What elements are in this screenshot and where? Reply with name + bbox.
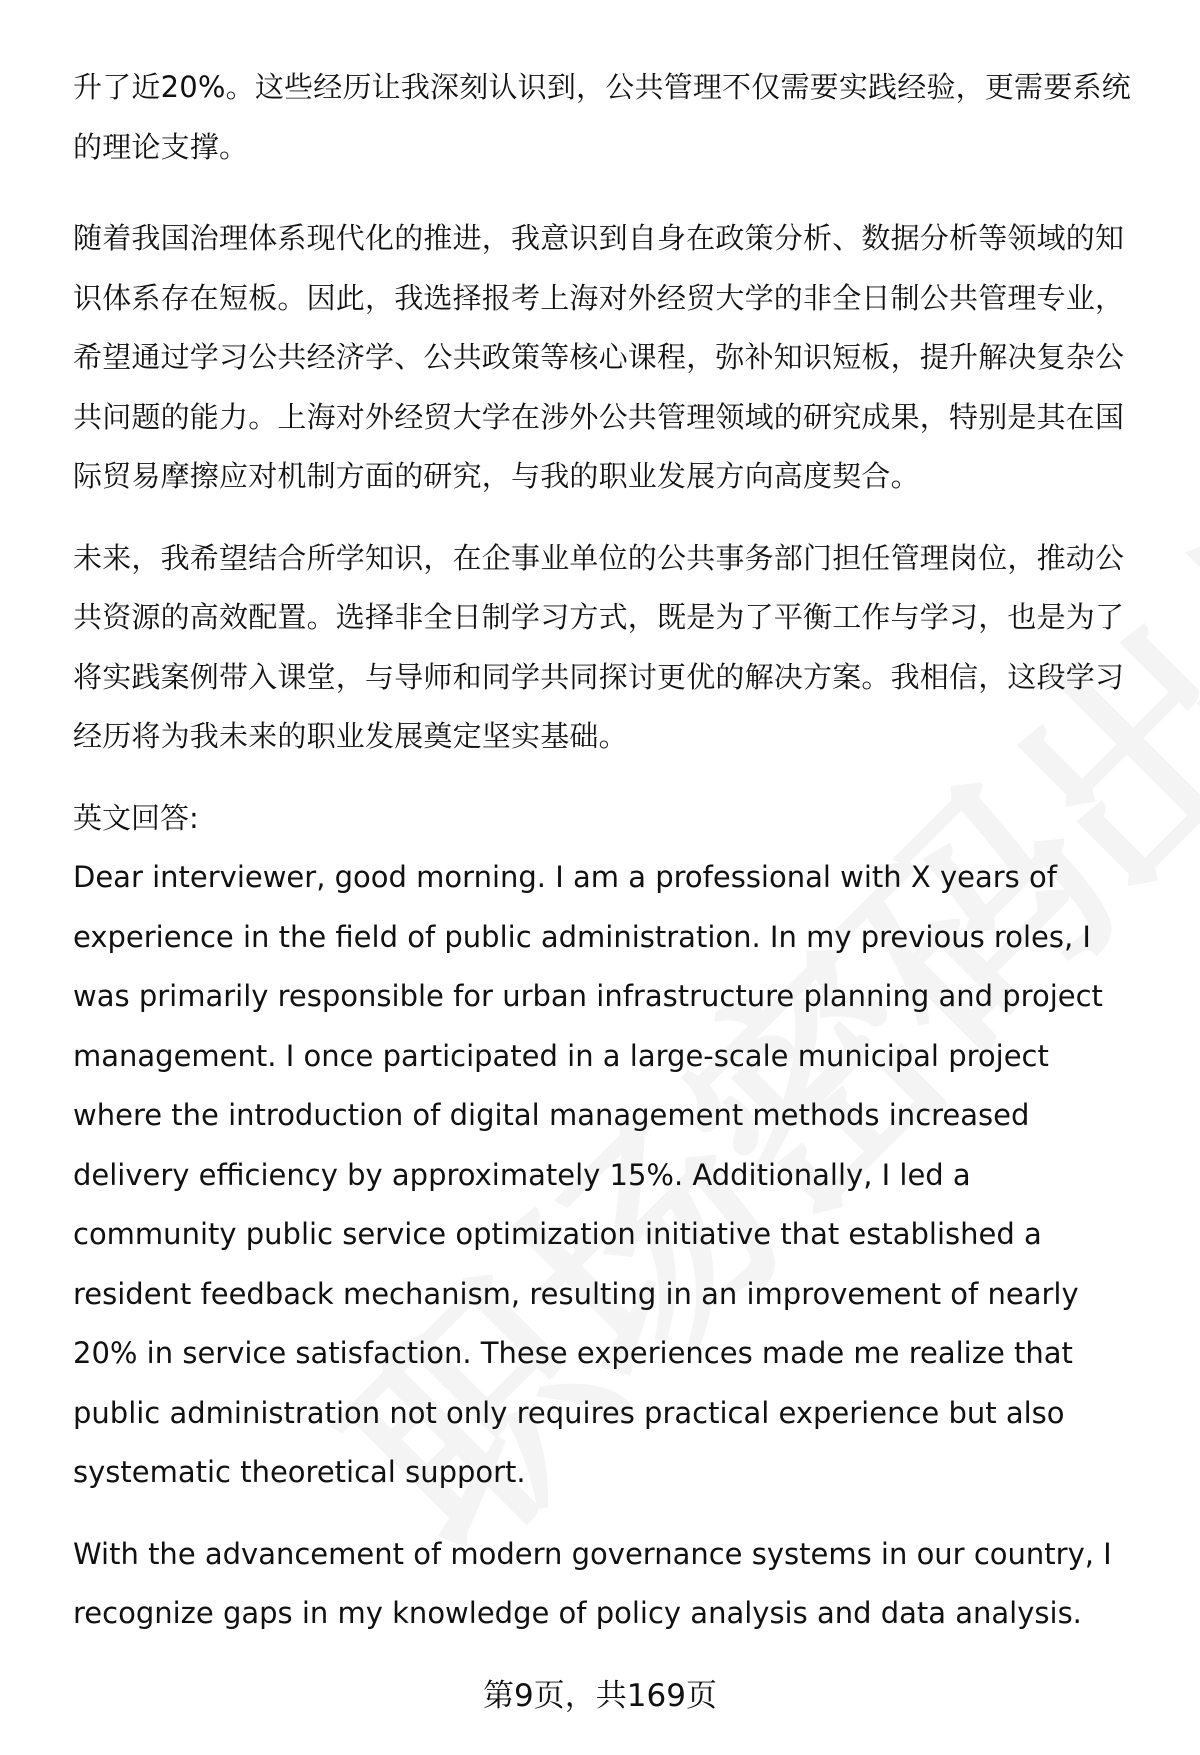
document-body [73,58,1153,1666]
paragraph-cn-1: 升了近20%。这些经历让我深刻认识到，公共管理不仅需要实践经验，更需要系统的理论支撑。 [73,70,1131,164]
paragraph-en-2: With the advancement of modern governance systems in our country, I recognize gaps in my knowledge of policy analysis and data analysis. [73,1536,1112,1630]
english-answer-label: 英文回答: [73,800,199,835]
paragraph-cn-2: 随着我国治理体系现代化的推进，我意识到自身在政策分析、数据分析等领域的知识体系存在短板。因此，我选择报考上海对外经贸大学的非全日制公共管理专业，希望通过学习公共经济学、公共政策等核心课程，弥补知识短板，提升解决复杂公共问题的能力。上海对外经贸大学在涉外公共管理领域的研究成果，特别是其在国际贸易摩擦应对机制方面的研究，与我的职业发展方向高度契合。 [73,221,1125,493]
page-number: 第9页，共169页 [483,1678,717,1714]
paragraph-en-1: Dear interviewer, good morning. I am a professional with X years of experience in the field of public administration. In my previous roles, I was primarily responsible for urban infrastructure planning and project management. I once participated in a large-scale municipal project where the introduction of digital management methods increased delivery efficiency by approximately 15%. Additionally, I led a community public service optimization initiative that established a resident feedback mechanism, resulting in an improvement of nearly 20% in service satisfaction. These experiences made me realize that public administration not only requires practical experience but also systematic theoretical support. [73,860,1103,1489]
paragraph-cn-3: 未来，我希望结合所学知识，在企事业单位的公共事务部门担任管理岗位，推动公共资源的高效配置。选择非全日制学习方式，既是为了平衡工作与学习，也是为了将实践案例带入课堂，与导师和同学共同探讨更优的解决方案。我相信，这段学习经历将为我未来的职业发展奠定坚实基础。 [73,540,1125,753]
